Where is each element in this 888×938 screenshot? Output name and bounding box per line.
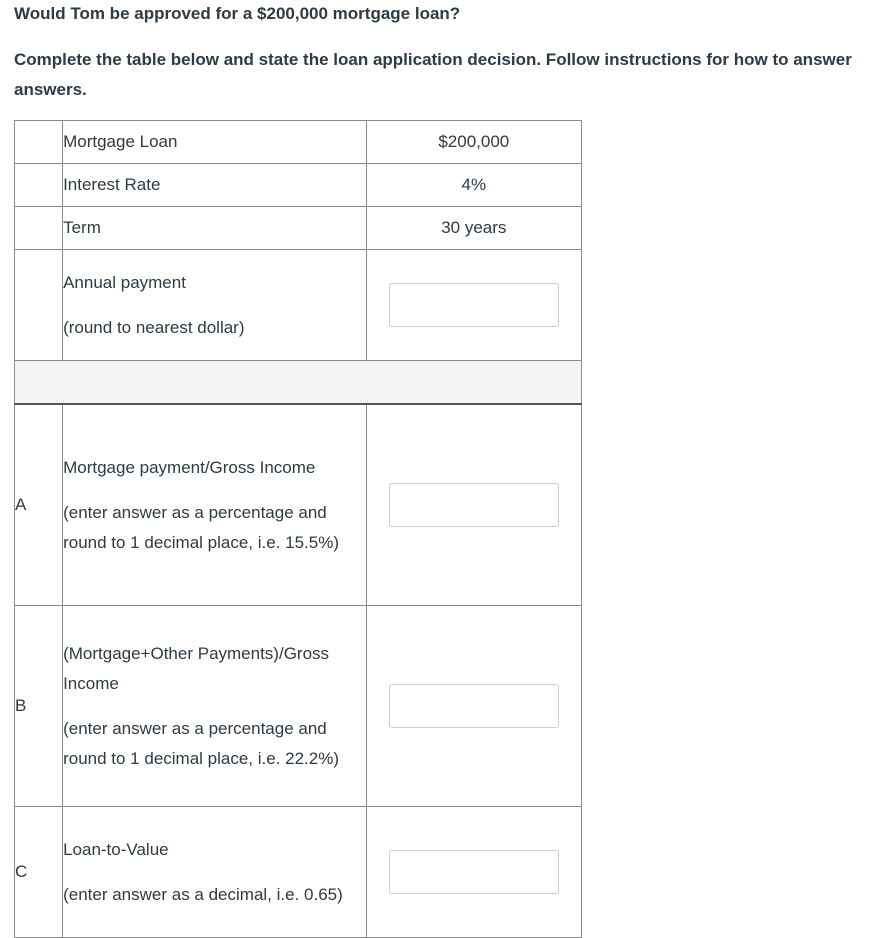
table-separator-row xyxy=(15,361,582,405)
ratio-a-label: Mortgage payment/Gross Income xyxy=(63,457,316,477)
ratio-b-label: (Mortgage+Other Payments)/Gross Income xyxy=(63,643,330,693)
row-letter-b: B xyxy=(15,606,63,807)
row-letter-cell xyxy=(15,207,63,250)
ratio-c-label: Loan-to-Value xyxy=(63,839,169,859)
ratio-a-hint: (enter answer as a percentage and round to 1 decimal place, i.e. 15.5%) xyxy=(63,502,340,552)
ratio-b-hint: (enter answer as a percentage and round to 1 decimal place, i.e. 22.2%) xyxy=(63,718,340,768)
table-row-ratio-c xyxy=(15,807,582,938)
annual-payment-answer-cell xyxy=(366,250,581,361)
row-letter-a: A xyxy=(15,404,63,606)
row-letter-c: C xyxy=(15,807,63,938)
interest-rate-value: 4% xyxy=(366,164,581,207)
ratio-b-answer-cell xyxy=(366,606,581,807)
table-row-term xyxy=(15,207,582,250)
annual-payment-cell xyxy=(63,250,367,361)
annual-payment-input[interactable] xyxy=(389,283,559,327)
ratio-b-cell xyxy=(63,606,367,807)
row-letter-cell xyxy=(15,250,63,361)
ratio-a-answer-cell xyxy=(366,404,581,606)
annual-payment-label: Annual payment xyxy=(63,272,186,292)
annual-payment-hint: (round to nearest dollar) xyxy=(63,317,245,337)
table-row-ratio-b xyxy=(15,606,582,807)
ratio-c-hint: (enter answer as a decimal, i.e. 0.65) xyxy=(63,884,343,904)
interest-rate-label: Interest Rate xyxy=(63,164,367,207)
ratio-b-input[interactable] xyxy=(389,684,559,728)
row-letter-cell xyxy=(15,164,63,207)
table-row-ratio-a xyxy=(15,404,582,606)
row-letter-cell xyxy=(15,121,63,164)
ratio-c-input[interactable] xyxy=(389,850,559,894)
ratio-c-answer-cell xyxy=(366,807,581,938)
table-row-annual-payment xyxy=(15,250,582,361)
table-row-mortgage-loan xyxy=(15,121,582,164)
separator-cell xyxy=(15,361,582,405)
ratio-a-input[interactable] xyxy=(389,483,559,527)
instructions-text: Complete the table below and state the loan application decision. Follow instructions for how to answer answers. xyxy=(14,50,852,99)
loan-table xyxy=(14,120,582,938)
mortgage-loan-value: $200,000 xyxy=(366,121,581,164)
question-title: Would Tom be approved for a $200,000 mortgage loan? xyxy=(14,4,461,23)
term-value: 30 years xyxy=(366,207,581,250)
ratio-a-cell xyxy=(63,404,367,606)
table-row-interest-rate xyxy=(15,164,582,207)
term-label: Term xyxy=(63,207,367,250)
ratio-c-cell xyxy=(63,807,367,938)
mortgage-loan-label: Mortgage Loan xyxy=(63,121,367,164)
